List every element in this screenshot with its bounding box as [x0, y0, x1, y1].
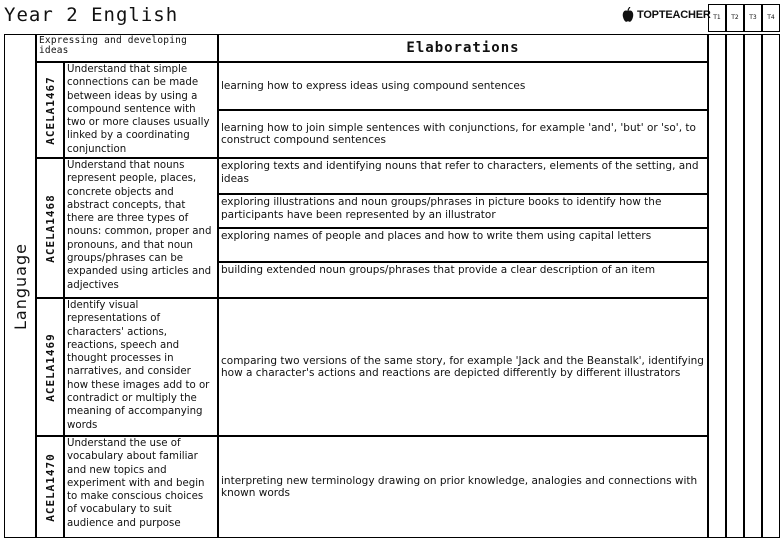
- term-check-column-t4[interactable]: [762, 34, 780, 538]
- apple-icon: [622, 7, 634, 23]
- term-header-t3: T3: [744, 4, 762, 32]
- content-description: Identify visual representations of characters' actions, reactions, speech and thought processes in narratives, and consider how these images add to or contradict or multiply the meaning of accompanying words: [64, 298, 218, 436]
- content-description: Understand the use of vocabulary about familiar and new topics and experiment with and begin to make conscious choices of vocabulary to suit audience and purpose: [64, 436, 218, 538]
- term-check-column-t3[interactable]: [744, 34, 762, 538]
- elaboration-item: learning how to join simple sentences with conjunctions, for example 'and', 'but' or 'so', to construct compound sentences: [218, 110, 708, 158]
- strand-label: Language: [10, 242, 30, 330]
- content-description: Understand that nouns represent people, places, concrete objects and abstract concepts, that there are three types of nouns: common, proper and pronouns, and that noun groups/phrases can be expanded using articles and adjectives: [64, 158, 218, 298]
- elaboration-item: exploring illustrations and noun groups/phrases in picture books to identify how the participants have been represented by an illustrator: [218, 194, 708, 228]
- logo: [622, 4, 711, 26]
- elaboration-item: exploring texts and identifying nouns that refer to characters, elements of the setting, and ideas: [218, 158, 708, 194]
- content-code: ACELA1467: [36, 62, 64, 158]
- content-code: ACELA1470: [36, 436, 64, 538]
- sub-strand-header: Expressing and developing ideas: [36, 34, 218, 62]
- term-header-t1: T1: [708, 4, 726, 32]
- term-check-column-t2[interactable]: [726, 34, 744, 538]
- content-description: Understand that simple connections can be made between ideas by using a compound sentence with two or more clauses usually linked by a coordinating conjunction: [64, 62, 218, 158]
- elaboration-item: interpreting new terminology drawing on prior knowledge, analogies and connections with known words: [218, 436, 708, 538]
- term-header-t2: T2: [726, 4, 744, 32]
- logo-text: TOPTEACHER: [637, 9, 711, 21]
- elaboration-item: exploring names of people and places and how to write them using capital letters: [218, 228, 708, 262]
- elaboration-item: comparing two versions of the same story, for example 'Jack and the Beanstalk', identifying how a character's actions and reactions are depicted differently by different illustrators: [218, 298, 708, 436]
- elaboration-item: learning how to express ideas using compound sentences: [218, 62, 708, 110]
- page-title: Year 2 English: [4, 4, 179, 26]
- term-header-t4: T4: [762, 4, 780, 32]
- term-check-column-t1[interactable]: [708, 34, 726, 538]
- content-code: ACELA1469: [36, 298, 64, 436]
- content-code: ACELA1468: [36, 158, 64, 298]
- elaborations-header: Elaborations: [218, 34, 708, 62]
- strand-column: [4, 34, 36, 538]
- elaboration-item: building extended noun groups/phrases that provide a clear description of an item: [218, 262, 708, 298]
